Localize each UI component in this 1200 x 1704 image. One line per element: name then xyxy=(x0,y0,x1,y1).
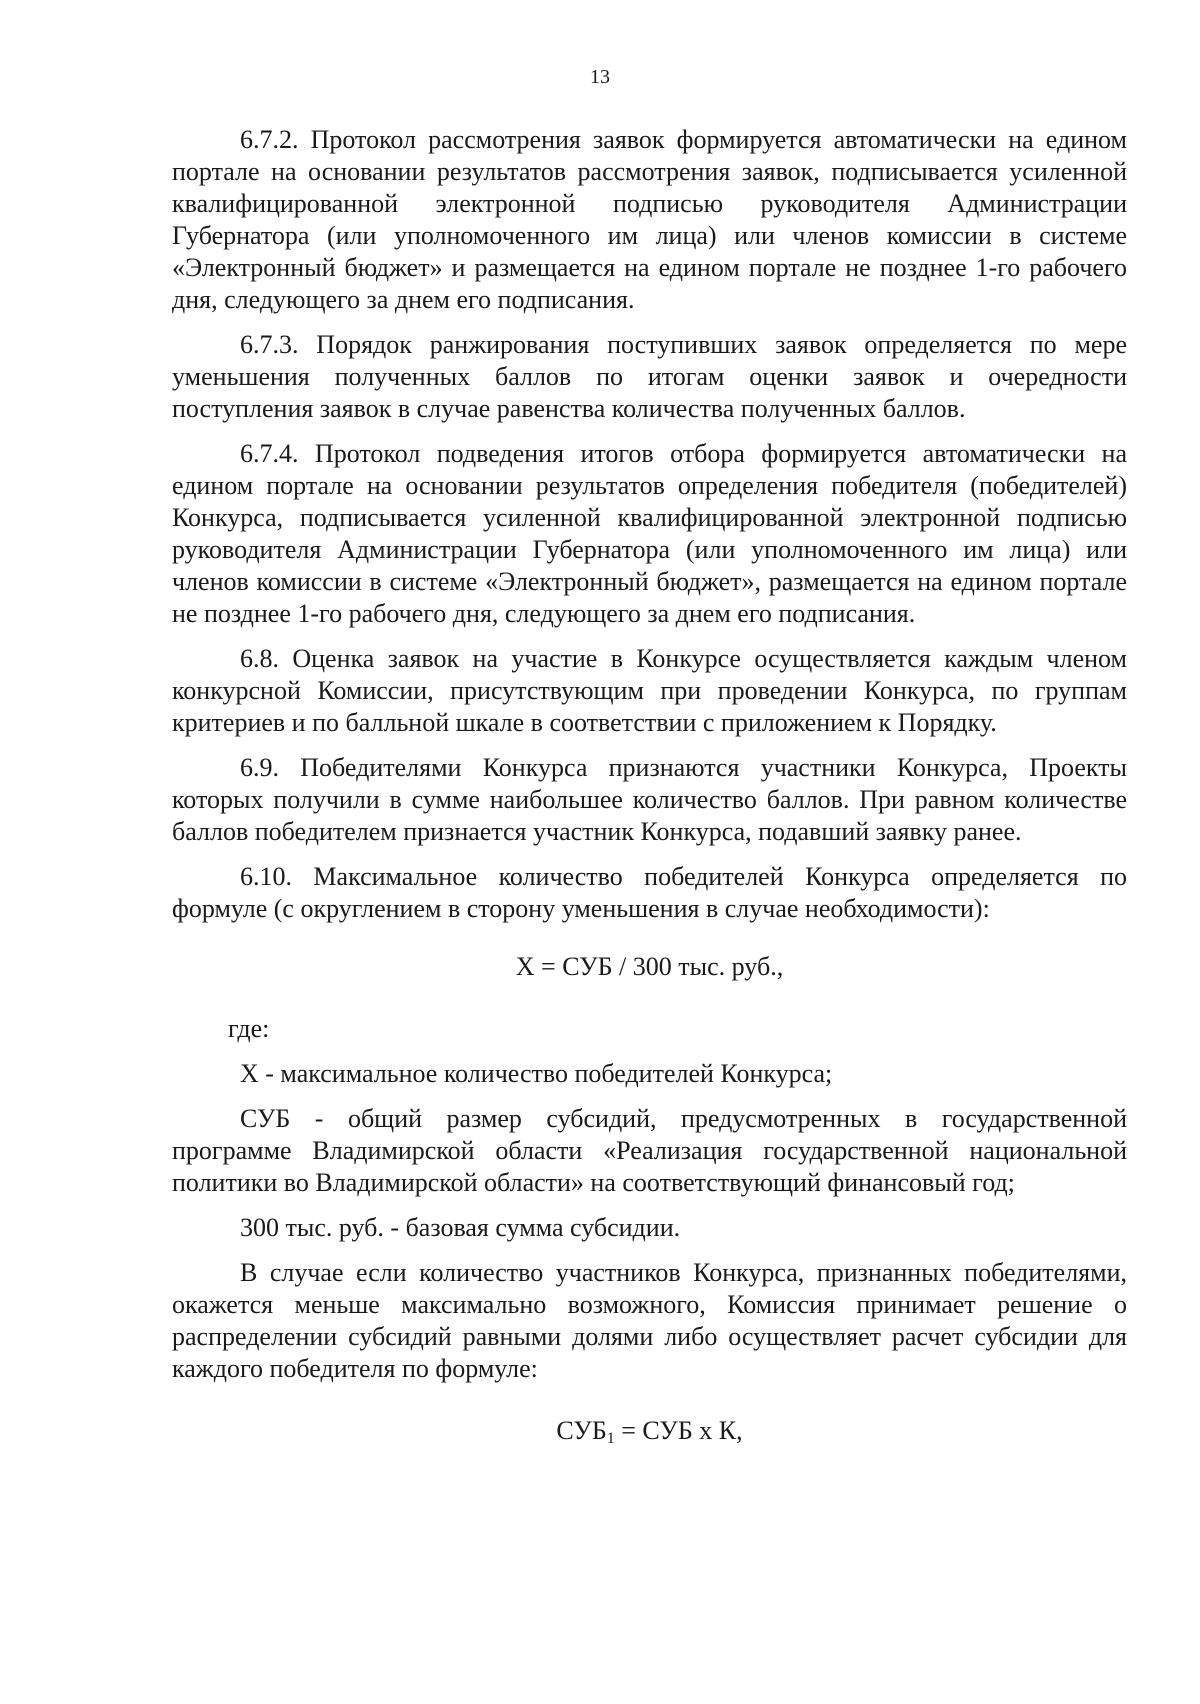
document-body xyxy=(172,124,1127,1485)
paragraph-6-9: 6.9. Победителями Конкурса признаются участники Конкурса, Проекты которых получили в сумме наибольшее количество баллов. При равном количестве баллов победителем признается участник Конкурса, подавший заявку ранее. xyxy=(172,753,1127,846)
definition-base-sum: 300 тыс. руб. - базовая сумма субсидии. xyxy=(240,1213,681,1242)
formula-max-winners: Х = СУБ / 300 тыс. руб., xyxy=(515,952,784,981)
formula-2-subscript: 1 xyxy=(606,1430,615,1447)
formula-2-left: СУБ xyxy=(556,1416,607,1445)
paragraph-6-7-3: 6.7.3. Порядок ранжирования поступивших заявок определяется по мере уменьшения полученных баллов по итогам оценки заявок и очередности поступления заявок в случае равенства количества полученных баллов. xyxy=(172,330,1127,423)
formula-2-right: = СУБ x К, xyxy=(614,1416,743,1445)
paragraph-distribution: В случае если количество участников Конкурса, признанных победителями, окажется меньше максимально возможного, Комиссия принимает решение о распределении субсидий равными долями либо осуществляет расчет субсидии для каждого победителя по формуле: xyxy=(172,1258,1127,1383)
paragraph-6-8: 6.8. Оценка заявок на участие в Конкурсе осуществляется каждым членом конкурсной Комиссии, присутствующим при проведении Конкурса, по группам критериев и по балльной шкале в соответствии с приложением к Порядку. xyxy=(172,644,1127,737)
paragraph-6-10: 6.10. Максимальное количество победителей Конкурса определяется по формуле (с округлением в сторону уменьшения в случае необходимости): xyxy=(172,862,1127,923)
paragraph-6-7-2: 6.7.2. Протокол рассмотрения заявок формируется автоматически на едином портале на основании результатов рассмотрения заявок, подписывается усиленной квалифицированной электронной подписью руководителя Администрации Губернатора (или уполномоченного им лица) или членов комиссии в системе «Электронный бюджет» и размещается на едином портале не позднее 1-го рабочего дня, следующего за днем его подписания. xyxy=(172,125,1127,314)
paragraph-6-7-4: 6.7.4. Протокол подведения итогов отбора формируется автоматически на едином портале на основании результатов определения победителя (победителей) Конкурса, подписывается усиленной квалифицированной электронной подписью руководителя Администрации Губернатора (или уполномоченного им лица) или членов комиссии в системе «Электронный бюджет», размещается на едином портале не позднее 1-го рабочего дня, следующего за днем его подписания. xyxy=(172,439,1127,628)
page-number: 13 xyxy=(590,66,610,88)
definition-sub: СУБ - общий размер субсидий, предусмотренных в государственной программе Владимирской области «Реализация государственной национальной политики во Владимирской области» на соответствующий финансовый год; xyxy=(172,1104,1127,1197)
where-label: где: xyxy=(228,1014,270,1043)
definition-x: Х - максимальное количество победителей Конкурса; xyxy=(240,1059,833,1088)
formula-subsidy-per-winner xyxy=(172,1415,1127,1455)
